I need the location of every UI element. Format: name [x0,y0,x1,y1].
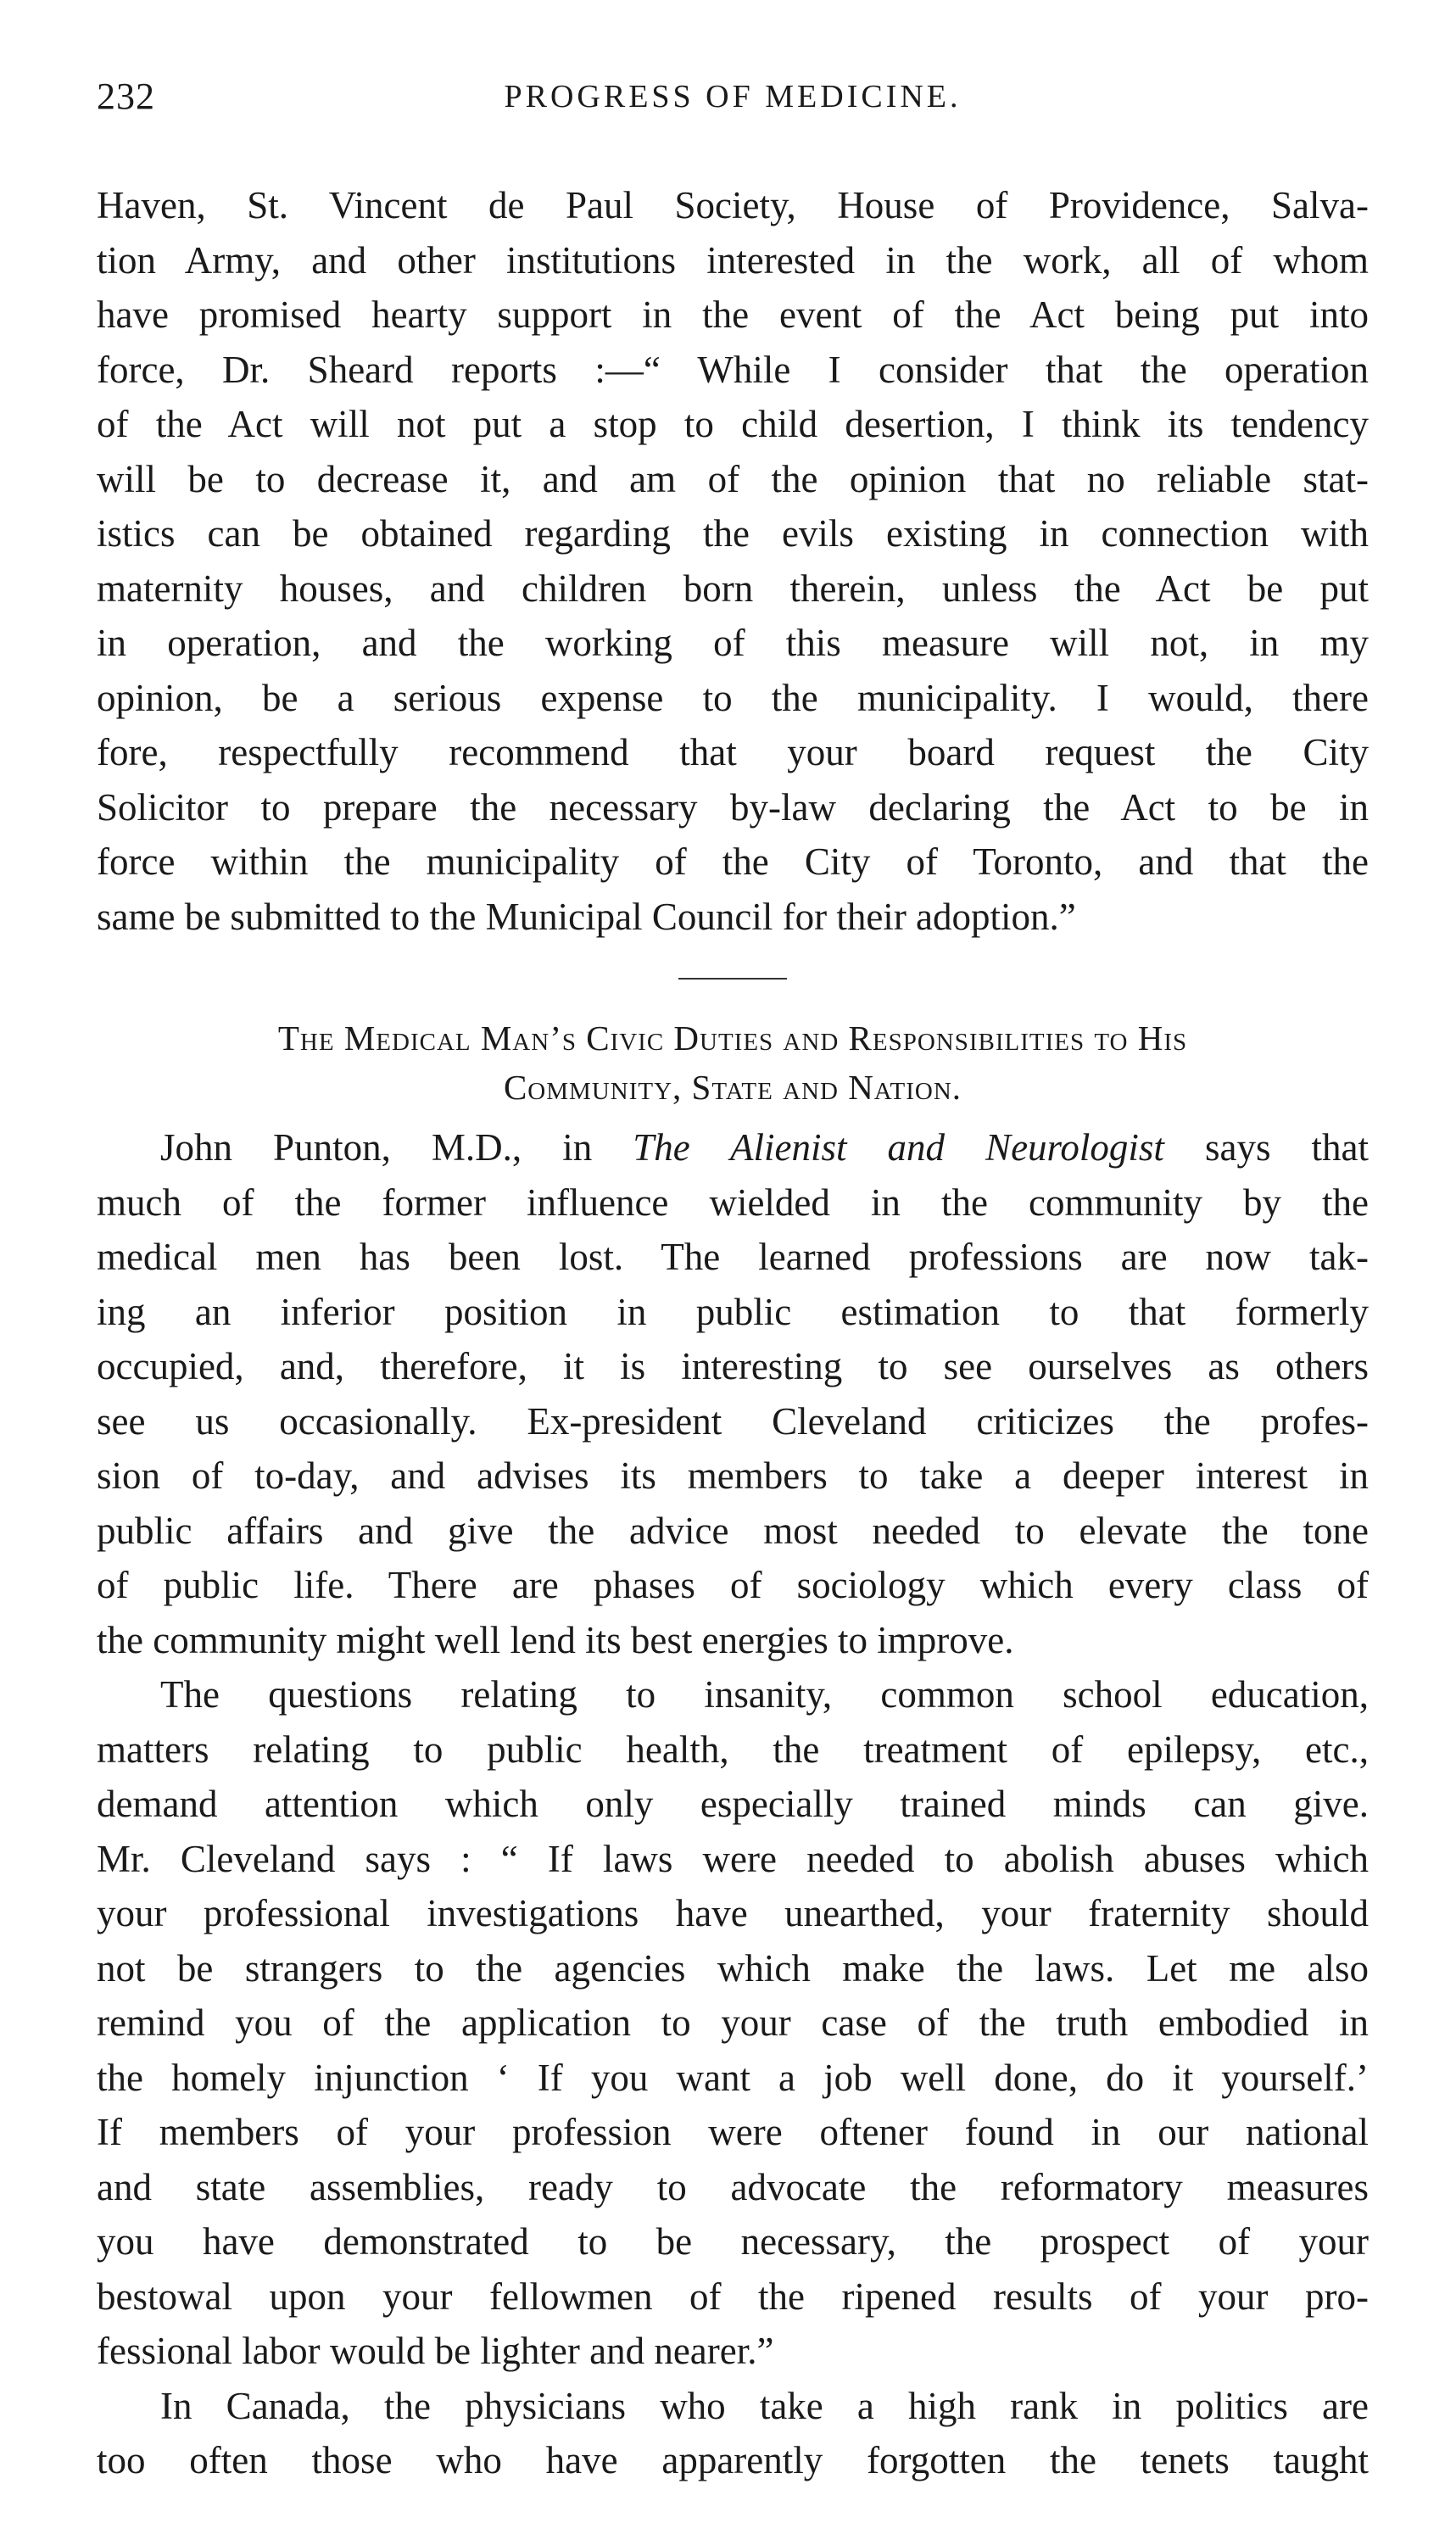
page-number: 232 [97,75,155,117]
text-line: matters relating to public health, the treatment of epilepsy, etc., [97,1728,1369,1771]
text-line: maternity houses, and children born therein, unless the Act be put [97,567,1369,610]
text-line: opinion, be a serious expense to the municipality. I would, there [97,676,1369,719]
text-line: fessional labor would be lighter and nearer.” [97,2330,774,2372]
text-line: have promised hearty support in the event of the Act being put into [97,293,1369,336]
text-line: see us occasionally. Ex-president Cleveland criticizes the profes- [97,1399,1369,1443]
text-line: your professional investigations have unearthed, your fraternity should [97,1892,1369,1934]
book-page [97,66,1369,2488]
text-line: Solicitor to prepare the necessary by-law declaring the Act to be in [97,785,1369,829]
text-line: Mr. Cleveland says : “ If laws were needed to abolish abuses which [97,1837,1369,1880]
heading-line: Community, State and Nation. [503,1068,962,1107]
text-line: of public life. There are phases of sociology which every class of [97,1564,1369,1606]
text-line: occupied, and, therefore, it is interesting to see ourselves as others [97,1345,1369,1387]
text-line: not be strangers to the agencies which make the laws. Let me also [97,1946,1369,1990]
text-line: you have demonstrated to be necessary, the prospect of your [97,2220,1369,2263]
text-line: Haven, St. Vincent de Paul Society, House of Providence, Salva- [97,184,1369,226]
text-line [97,1120,1369,1175]
text-line: the community might well lend its best energies to improve. [97,1618,1014,1661]
text-line: too often those who have apparently forgotten the tenets taught [97,2439,1369,2481]
text-line: If members of your profession were oftener found in our national [97,2111,1369,2153]
text-line: fore, respectfully recommend that your board request the City [97,731,1369,773]
text-line: the homely injunction ‘ If you want a job well done, do it yourself.’ [97,2056,1369,2099]
text-line: istics can be obtained regarding the evils existing in connection with [97,512,1369,555]
text-line: bestowal upon your fellowmen of the ripened results of your pro- [97,2275,1369,2318]
text-run: says that [1163,1126,1369,1169]
text-line: ing an inferior position in public estimation to that formerly [97,1290,1369,1333]
text-line: much of the former influence wielded in the community by the [97,1181,1369,1224]
heading-line: The Medical Man’s Civic Duties and Responsibilities to His [277,1019,1188,1058]
text-line: remind you of the application to your case of the truth embodied in [97,2001,1369,2044]
running-title: PROGRESS OF MEDICINE. [504,79,962,114]
text-line: sion of to-day, and advises its members to take a deeper interest in [97,1454,1369,1497]
text-line: The questions relating to insanity, common school education, [160,1673,1369,1716]
paragraph-punton [97,1120,1369,1667]
text-line: In Canada, the physicians who take a high rank in politics are [160,2384,1369,2427]
text-line: medical men has been lost. The learned professions are now tak- [97,1236,1369,1278]
section-divider [678,978,787,980]
text-line: force within the municipality of the City of Toronto, and that the [97,840,1369,883]
text-run: John Punton, M.D., in [160,1126,633,1169]
text-line: public affairs and give the advice most needed to elevate the tone [97,1509,1369,1552]
paragraph-canada [97,2379,1369,2488]
text-line: will be to decrease it, and am of the opinion that no reliable stat- [97,457,1369,500]
section-heading [97,1013,1369,1112]
running-head [97,66,1369,126]
text-line: of the Act will not put a stop to child desertion, I think its tendency [97,403,1369,445]
text-line: tion Army, and other institutions interested in the work, all of whom [97,238,1369,282]
text-line: force, Dr. Sheard reports :—“ While I consider that the operation [97,348,1369,391]
text-line: demand attention which only especially trained minds can give. [97,1783,1369,1825]
paragraph-continued [97,178,1369,944]
text-line: and state assemblies, ready to advocate the reformatory measures [97,2165,1369,2208]
text-line: in operation, and the working of this measure will not, in my [97,622,1369,664]
text-line: same be submitted to the Municipal Council for their adoption.” [97,895,1076,938]
journal-title: The Alienist and Neurologist [633,1126,1164,1169]
paragraph-cleveland [97,1667,1369,2379]
